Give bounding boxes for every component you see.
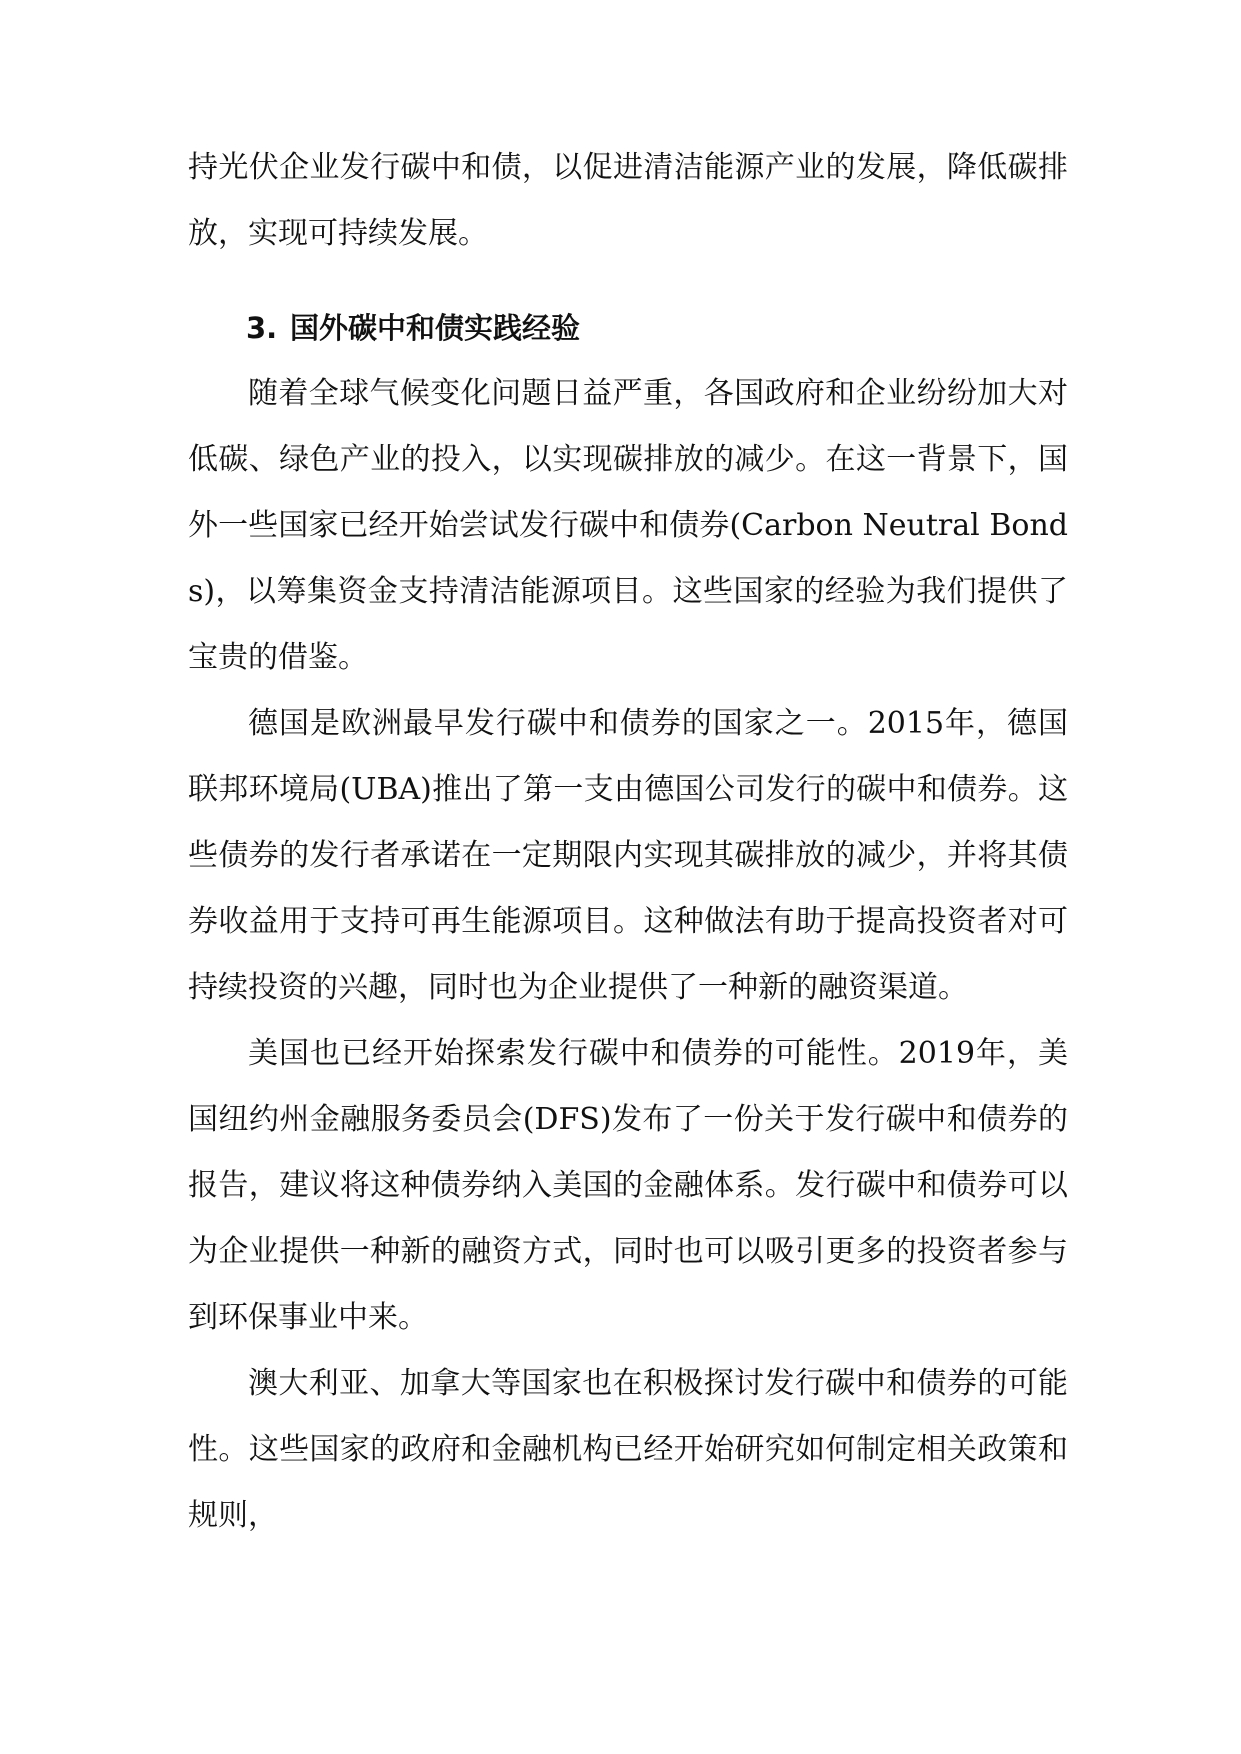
paragraph-continuation: 持光伏企业发行碳中和债，以促进清洁能源产业的发展，降低碳排放，实现可持续发展。 [188,150,1068,251]
paragraph-australia-canada: 澳大利亚、加拿大等国家也在积极探讨发行碳中和债券的可能性。这些国家的政府和金融机构已经开始研究如何制定相关政策和规则， [188,1366,1068,1533]
paragraph-usa: 美国也已经开始探索发行碳中和债券的可能性。2019年，美国纽约州金融服务委员会(DFS)发布了一份关于发行碳中和债券的报告，建议将这种债券纳入美国的金融体系。发行碳中和债券可以为企业提供一种新的融资方式，同时也可以吸引更多的投资者参与到环保事业中来。 [188,1036,1068,1335]
paragraph-intro: 随着全球气候变化问题日益严重，各国政府和企业纷纷加大对低碳、绿色产业的投入，以实现碳排放的减少。在这一背景下，国外一些国家已经开始尝试发行碳中和债券(Carbon Neutral Bonds)，以筹集资金支持清洁能源项目。这些国家的经验为我们提供了宝贵的借鉴。 [188,376,1068,675]
section-heading [188,295,1068,361]
section-title: 国外碳中和债实践经验 [290,311,581,345]
paragraph-germany: 德国是欧洲最早发行碳中和债券的国家之一。2015年，德国联邦环境局(UBA)推出了第一支由德国公司发行的碳中和债券。这些债券的发行者承诺在一定期限内实现其碳排放的减少，并将其债券收益用于支持可再生能源项目。这种做法有助于提高投资者对可持续投资的兴趣，同时也为企业提供了一种新的融资渠道。 [188,706,1068,1005]
document-page [188,135,1068,1549]
section-number: 3. [246,311,278,345]
